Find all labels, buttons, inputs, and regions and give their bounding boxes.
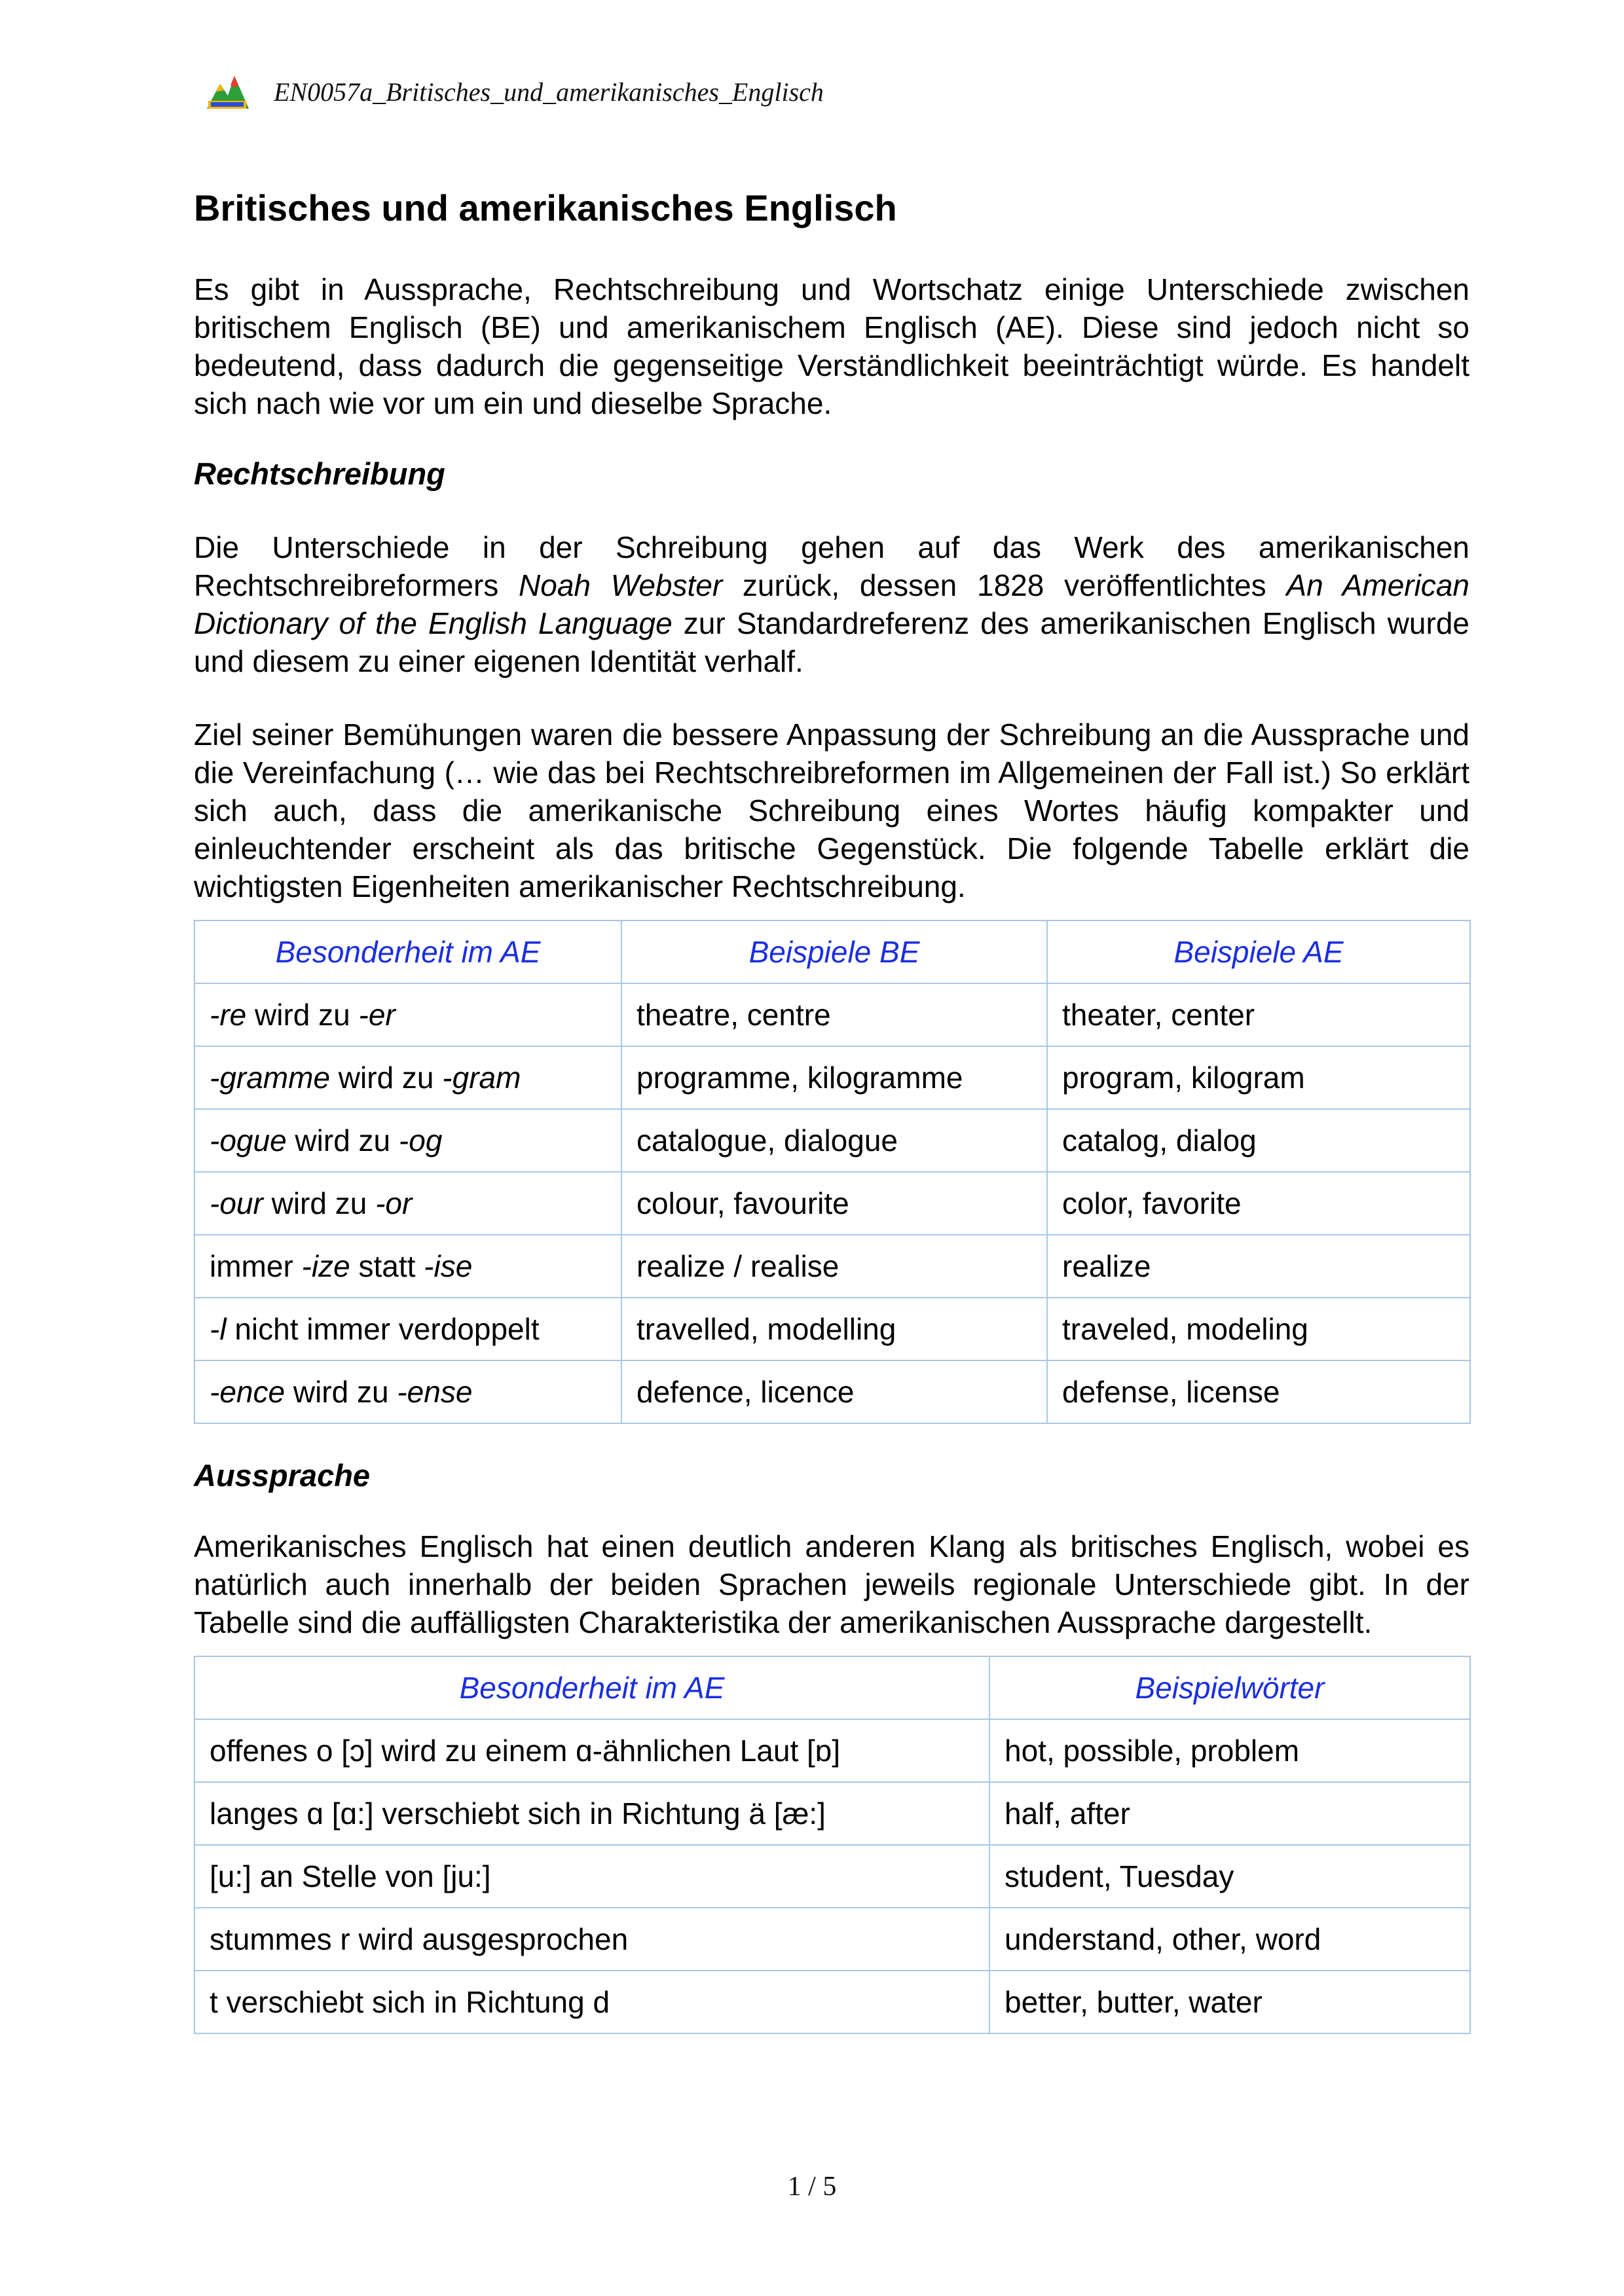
pronunciation-examples-cell: better, butter, water	[989, 1971, 1470, 2033]
spelling-feature-cell	[194, 1298, 621, 1360]
table-row	[194, 1172, 1470, 1235]
be-example-cell: defence, licence	[621, 1360, 1047, 1423]
feature-text: wird zu	[285, 1375, 397, 1410]
spelling-feature-cell	[194, 1235, 621, 1298]
spelling-feature-cell	[194, 1172, 621, 1235]
spelling-table-header	[194, 920, 1470, 983]
suffix-text: -re	[210, 998, 247, 1032]
webster-paragraph	[194, 528, 1469, 680]
pronunciation-feature-cell: t verschiebt sich in Richtung d	[194, 1971, 989, 2033]
page-title: Britisches und amerikanisches Englisch	[194, 187, 897, 228]
table-row	[194, 1908, 1470, 1971]
suffix-text: -ize	[301, 1249, 350, 1284]
suffix-text: -l	[210, 1312, 227, 1347]
ae-example-cell: defense, license	[1047, 1360, 1470, 1423]
intro-paragraph: Es gibt in Aussprache, Rechtschreibung und Wortschatz einige Unterschiede zwischen britischem Englisch (BE) und amerikanischem Englisch (AE). Diese sind jedoch nicht so bedeutend, dass dadurch die gegenseitige Verständlichkeit beeinträchtigt würde. Es handelt sich nach wie vor um ein und dieselbe Sprache.	[194, 272, 1469, 421]
suffix-text: -or	[375, 1186, 413, 1221]
pronunciation-header-feature: Besonderheit im AE	[194, 1656, 989, 1719]
ae-example-cell: color, favorite	[1047, 1172, 1470, 1235]
feature-text: wird zu	[263, 1186, 376, 1221]
spelling-header-ae: Beispiele AE	[1047, 920, 1470, 983]
webster-name: Noah Webster	[519, 568, 723, 603]
table-row	[194, 1235, 1470, 1298]
suffix-text: -ence	[210, 1375, 286, 1410]
main-content	[194, 186, 1469, 2034]
webster-text-b: zurück, dessen 1828 veröffentlichtes	[722, 568, 1287, 603]
table-row	[194, 1719, 1470, 1782]
heading-aussprache: Aussprache	[194, 1458, 371, 1493]
ae-example-cell: program, kilogram	[1047, 1046, 1470, 1109]
spelling-header-feature: Besonderheit im AE	[194, 920, 621, 983]
page-header	[204, 73, 824, 110]
be-example-cell: theatre, centre	[621, 983, 1047, 1046]
ae-example-cell: realize	[1047, 1235, 1470, 1298]
suffix-text: -gramme	[210, 1061, 331, 1095]
pronunciation-examples-cell: hot, possible, problem	[989, 1719, 1470, 1782]
ae-example-cell: catalog, dialog	[1047, 1109, 1470, 1172]
webster-text-c: zur Standardreferenz des amerikanischen Englisch wurde und diesem zu einer eigenen Identität verhalf.	[194, 606, 1469, 679]
table-row	[194, 1298, 1470, 1360]
table-row	[194, 1845, 1470, 1908]
dictionary-title: An American Dictionary of the English Language	[194, 568, 1469, 641]
be-example-cell: travelled, modelling	[621, 1298, 1047, 1360]
document-filename: EN0057a_Britisches_und_amerikanisches_Englisch	[274, 77, 824, 107]
spelling-header-be: Beispiele BE	[621, 920, 1047, 983]
suffix-text: -er	[358, 998, 396, 1032]
webster-text-a: Die Unterschiede in der Schreibung gehen auf das Werk des amerikanischen Rechtschreibreformers	[194, 530, 1469, 603]
aims-paragraph: Ziel seiner Bemühungen waren die bessere Anpassung der Schreibung an die Aussprache und die Vereinfachung (… wie das bei Rechtschreibreformen im Allgemeinen der Fall ist.) So erklärt sich auch, dass die amerikanische Schreibung eines Wortes häufig kompakter und einleuchtender erscheint als das britische Gegenstück. Die folgende Tabelle erklärt die wichtigsten Eigenheiten amerikanischer Rechtschreibung.	[194, 718, 1469, 904]
suffix-text: -og	[398, 1123, 443, 1158]
be-example-cell: catalogue, dialogue	[621, 1109, 1047, 1172]
table-row	[194, 1046, 1470, 1109]
table-row	[194, 1109, 1470, 1172]
spelling-feature-cell	[194, 1109, 621, 1172]
table-row	[194, 1360, 1470, 1423]
pronunciation-feature-cell: offenes o [ɔ] wird zu einem ɑ-ähnlichen Laut [ɒ]	[194, 1719, 989, 1782]
spelling-feature-cell	[194, 983, 621, 1046]
suffix-text: -ense	[397, 1375, 473, 1410]
feature-text: immer	[210, 1249, 302, 1284]
pronunciation-feature-cell: [u:] an Stelle von [ju:]	[194, 1845, 989, 1908]
pronunciation-examples-cell: half, after	[989, 1782, 1470, 1845]
suffix-text: -ise	[424, 1249, 473, 1284]
feature-text: statt	[350, 1249, 424, 1284]
pronunciation-table-header	[194, 1656, 1470, 1719]
feature-text: nicht immer verdoppelt	[226, 1312, 540, 1347]
suffix-text: -our	[210, 1186, 263, 1221]
pronunciation-feature-cell: stummes r wird ausgesprochen	[194, 1908, 989, 1971]
mountain-logo-icon	[204, 73, 251, 110]
pronunciation-paragraph: Amerikanisches Englisch hat einen deutlich anderen Klang als britisches Englisch, wobei es natürlich auch innerhalb der beiden Sprachen jeweils regionale Unterschiede gibt. In der Tabelle sind die auffälligsten Charakteristika der amerikanischen Aussprache dargestellt.	[194, 1529, 1469, 1640]
feature-text: wird zu	[286, 1123, 399, 1158]
page-number: 1 / 5	[787, 2172, 837, 2202]
feature-text: wird zu	[246, 998, 359, 1032]
ae-example-cell: theater, center	[1047, 983, 1470, 1046]
pronunciation-header-examples: Beispielwörter	[989, 1656, 1470, 1719]
be-example-cell: realize / realise	[621, 1235, 1047, 1298]
table-row	[194, 1782, 1470, 1845]
spelling-feature-cell	[194, 1360, 621, 1423]
table-row	[194, 1971, 1470, 2033]
pronunciation-examples-cell: understand, other, word	[989, 1908, 1470, 1971]
ae-example-cell: traveled, modeling	[1047, 1298, 1470, 1360]
be-example-cell: colour, favourite	[621, 1172, 1047, 1235]
suffix-text: -gram	[442, 1061, 521, 1095]
pronunciation-table	[194, 1656, 1471, 2034]
be-example-cell: programme, kilogramme	[621, 1046, 1047, 1109]
pronunciation-examples-cell: student, Tuesday	[989, 1845, 1470, 1908]
suffix-text: -ogue	[210, 1123, 287, 1158]
feature-text: wird zu	[330, 1061, 443, 1095]
pronunciation-feature-cell: langes ɑ [ɑ:] verschiebt sich in Richtung ä [æ:]	[194, 1782, 989, 1845]
heading-rechtschreibung: Rechtschreibung	[194, 456, 445, 492]
spelling-table	[194, 920, 1471, 1424]
spelling-feature-cell	[194, 1046, 621, 1109]
table-row	[194, 983, 1470, 1046]
